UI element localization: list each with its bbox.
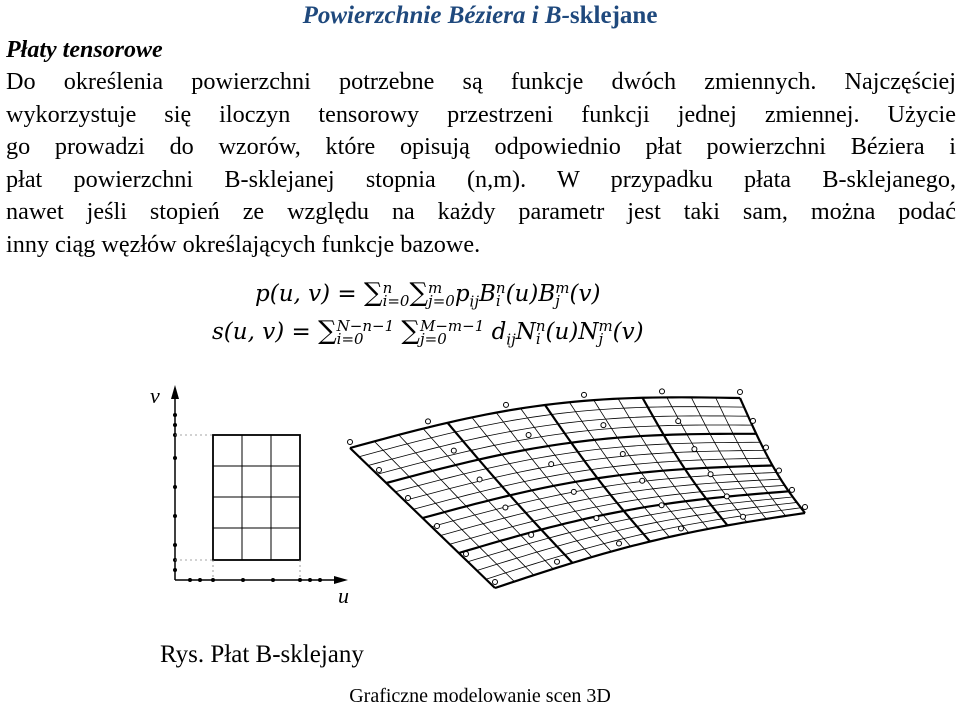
control-point <box>601 423 606 428</box>
control-point <box>435 524 440 529</box>
v-axis-arrow <box>171 385 179 399</box>
figure-caption: Rys. Płat B-sklejany <box>160 641 364 668</box>
control-point <box>594 516 599 521</box>
bspline-surface-illustration <box>345 378 825 618</box>
control-point <box>708 472 713 477</box>
control-point <box>503 505 508 510</box>
paragraph-line: płat powierzchni B-sklejanej stopnia (n,m). W przypadku płata B-sklejanego, <box>6 165 956 193</box>
control-point <box>692 447 697 452</box>
surface-isoline <box>569 402 669 537</box>
control-point <box>617 541 622 546</box>
control-point <box>504 402 509 407</box>
knot-guides <box>175 435 300 580</box>
surface-isoline <box>468 497 793 562</box>
control-point <box>529 532 534 537</box>
domain-grid <box>213 435 300 560</box>
surface-isoline <box>441 479 781 535</box>
surface-boundary-curve <box>740 398 805 513</box>
control-point <box>451 448 456 453</box>
parameter-domain-diagram <box>130 375 360 615</box>
control-point <box>679 526 684 531</box>
page-title: Powierzchnie Béziera i B-sklejane <box>302 2 658 29</box>
control-point <box>659 503 664 508</box>
paragraph-line: Do określenia powierzchni potrzebne są funkcje dwóch zmiennych. Najczęściej <box>6 68 956 95</box>
surface-isoline <box>423 429 553 569</box>
u-axis-label: u <box>338 583 349 608</box>
control-point <box>549 462 554 467</box>
control-point <box>738 390 743 395</box>
section-title: Płaty tensorowe <box>6 37 163 63</box>
surface-isoline <box>359 407 744 457</box>
control-point <box>676 419 681 424</box>
v-axis-label: v <box>150 383 160 408</box>
control-point <box>477 477 482 482</box>
surface-boundary-curve <box>350 397 740 448</box>
body-paragraph <box>6 66 956 262</box>
control-point <box>555 559 560 564</box>
bezier-equation: p(u, v) = ∑ n i=0 ∑ m j=0 $p_{ij}B$ n i (u)B m j (v) <box>255 278 601 311</box>
control-point <box>751 418 756 423</box>
control-point <box>741 514 746 519</box>
surface-boundary-curve <box>448 423 573 563</box>
paragraph-line: inny ciąg węzłów określających funkcje bazowe. <box>6 230 481 258</box>
control-point <box>764 445 769 450</box>
control-point <box>640 478 645 483</box>
control-point <box>790 487 795 492</box>
control-point <box>426 419 431 424</box>
paragraph-line: wykorzystuje się iloczyn tensorowy przestrzeni funkcji jednej zmiennej. Użycie <box>6 100 956 128</box>
control-point <box>620 452 625 457</box>
surface-boundary-curve <box>423 466 773 519</box>
paragraph-line: nawet jeśli stopień ze względu na każdy parametr jest taki sam, można podać <box>6 198 956 226</box>
control-point <box>377 468 382 473</box>
control-point <box>803 505 808 510</box>
control-point <box>571 489 576 494</box>
control-point <box>660 389 665 394</box>
surface-isoline <box>496 413 611 552</box>
paragraph-line: go prowadzi do wzorów, które opisują odpowiednio płat powierzchni Béziera i <box>6 133 956 161</box>
bspline-equation: s(u, v) = ∑ N−n−1 i=0 ∑ M−m−1 j=0 $d_{ij}N$ n i (u)N m j (v) <box>212 316 644 349</box>
footer-text: Graficzne modelowanie scen 3D <box>349 685 611 707</box>
surface-isoline <box>413 458 768 509</box>
control-point <box>406 496 411 501</box>
control-point <box>724 494 729 499</box>
control-point <box>777 468 782 473</box>
control-point <box>493 580 498 585</box>
control-point <box>582 392 587 397</box>
control-point <box>348 440 353 445</box>
control-point <box>526 432 531 437</box>
control-point <box>464 552 469 557</box>
